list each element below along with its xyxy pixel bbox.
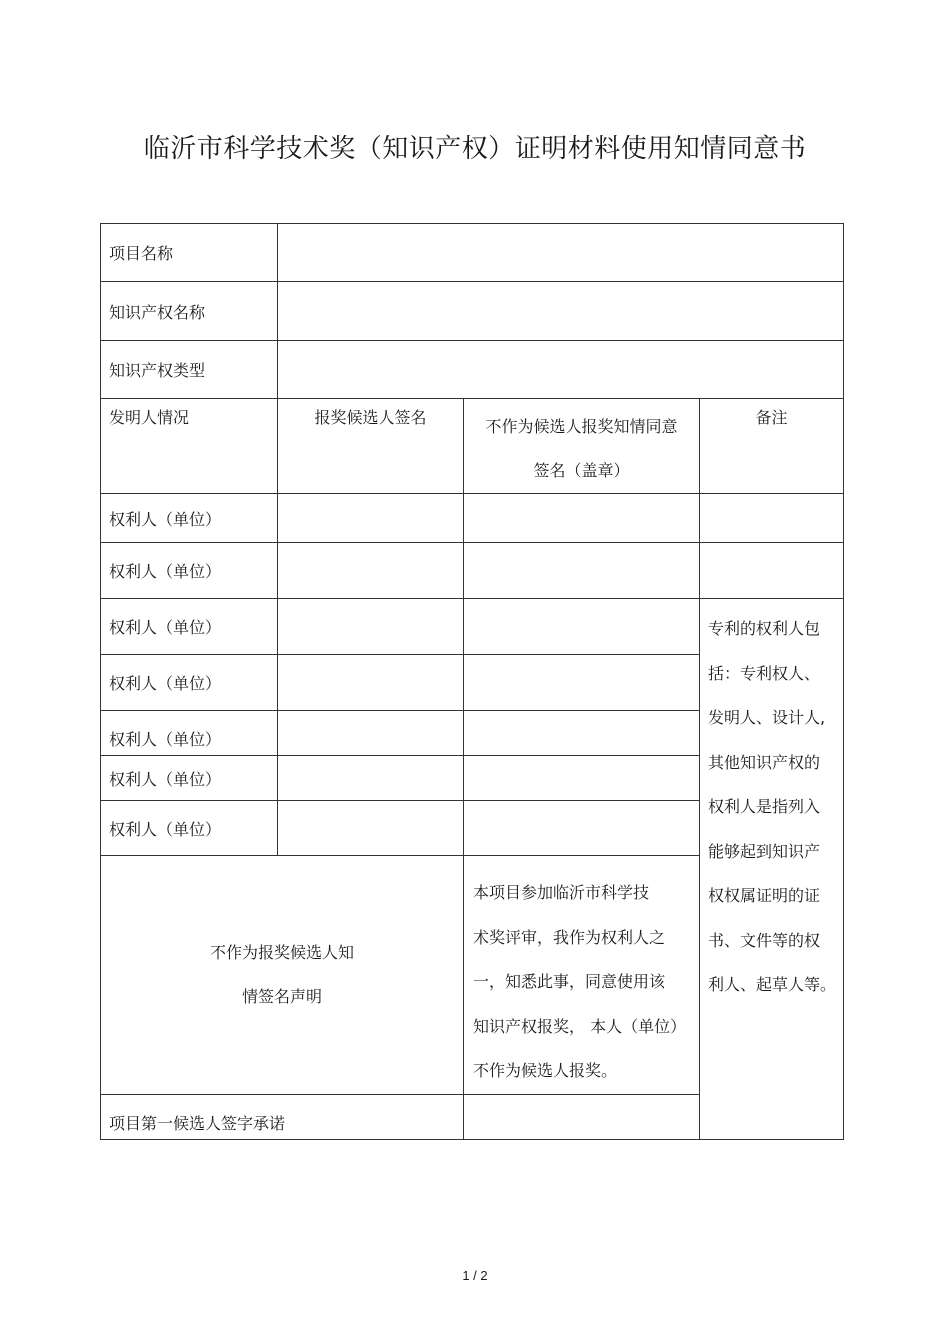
remarks-note-line: 括：专利权人、 (708, 663, 821, 683)
candidate-signature-header: 报奖候选人签名 (278, 399, 464, 494)
ip-type-field[interactable] (278, 341, 844, 399)
rights-holder-label: 权利人（单位） (101, 655, 278, 711)
consent-signature-field[interactable] (464, 801, 700, 856)
consent-header-line2: 签名（盖章） (533, 461, 630, 480)
project-name-label: 项目名称 (101, 224, 278, 282)
consent-signature-field[interactable] (464, 756, 700, 801)
consent-signature-field[interactable] (464, 655, 700, 711)
statement-text-line: 一，知悉此事，同意使用该 (473, 972, 666, 991)
rights-holder-row (101, 599, 844, 655)
remarks-note-line: 能够起到知识产 (708, 841, 821, 861)
rights-holder-label: 权利人（单位） (101, 543, 278, 599)
rights-holder-label: 权利人（单位） (101, 711, 278, 756)
candidate-signature-field[interactable] (278, 494, 464, 543)
statement-text-line: 本项目参加临沂市科学技 (473, 883, 650, 902)
statement-label-line2: 情签名声明 (241, 986, 322, 1006)
row-ip-type (101, 341, 844, 399)
ip-type-label: 知识产权类型 (101, 341, 278, 399)
consent-signature-field[interactable] (464, 711, 700, 756)
remarks-note-line: 专利的权利人包 (708, 619, 821, 638)
document-title: 临沂市科学技术奖（知识产权）证明材料使用知情同意书 (143, 134, 807, 164)
ip-name-label: 知识产权名称 (101, 282, 278, 341)
rights-holder-row (101, 543, 844, 599)
inventor-header: 发明人情况 (101, 399, 278, 494)
remarks-note-line: 其他知识产权的 (708, 752, 821, 772)
commitment-row (101, 1094, 844, 1139)
remarks-note-line: 权权属证明的证 (708, 886, 821, 905)
rights-holder-row (101, 494, 844, 543)
candidate-signature-field[interactable] (278, 711, 464, 756)
remarks-note-line: 权利人是指列入 (708, 797, 821, 816)
remarks-header: 备注 (700, 399, 844, 494)
remarks-note (700, 599, 844, 1140)
candidate-signature-field[interactable] (278, 756, 464, 801)
consent-signature-field[interactable] (464, 599, 700, 655)
statement-text (464, 856, 700, 1095)
row-project-name (101, 224, 844, 282)
statement-label-line1: 不作为报奖候选人知 (209, 942, 354, 962)
remarks-note-line: 发明人、设计人, (708, 708, 826, 727)
candidate-signature-field[interactable] (278, 655, 464, 711)
consent-signature-header (464, 399, 700, 494)
row-header (101, 399, 844, 494)
commitment-signature-field[interactable] (464, 1094, 844, 1139)
candidate-signature-field[interactable] (278, 543, 464, 599)
page-number: 1 / 2 (462, 1268, 488, 1283)
rights-holder-label: 权利人（单位） (101, 801, 278, 856)
rights-holder-label: 权利人（单位） (101, 494, 278, 543)
statement-text-line: 术奖评审，我作为权利人之 (473, 927, 666, 947)
statement-text-line: 知识产权报奖， 本人（单位） (473, 1016, 687, 1036)
consent-form-table (100, 223, 844, 1140)
remarks-note-line: 书、文件等的权 (708, 930, 821, 950)
candidate-signature-field[interactable] (278, 599, 464, 655)
remarks-field[interactable] (700, 543, 844, 599)
consent-signature-field[interactable] (464, 494, 700, 543)
statement-label (101, 856, 464, 1095)
project-name-field[interactable] (278, 224, 844, 282)
rights-holder-label: 权利人（单位） (101, 756, 278, 801)
remarks-note-line: 利人、起草人等。 (708, 975, 837, 994)
candidate-signature-field[interactable] (278, 801, 464, 856)
statement-text-line: 不作为候选人报奖。 (473, 1061, 618, 1080)
ip-name-field[interactable] (278, 282, 844, 341)
consent-signature-field[interactable] (464, 543, 700, 599)
row-ip-name (101, 282, 844, 341)
commitment-label: 项目第一候选人签字承诺 (101, 1094, 464, 1139)
remarks-field[interactable] (700, 494, 844, 543)
rights-holder-label: 权利人（单位） (101, 599, 278, 655)
consent-header-line1: 不作为候选人报奖知情同意 (485, 417, 678, 436)
